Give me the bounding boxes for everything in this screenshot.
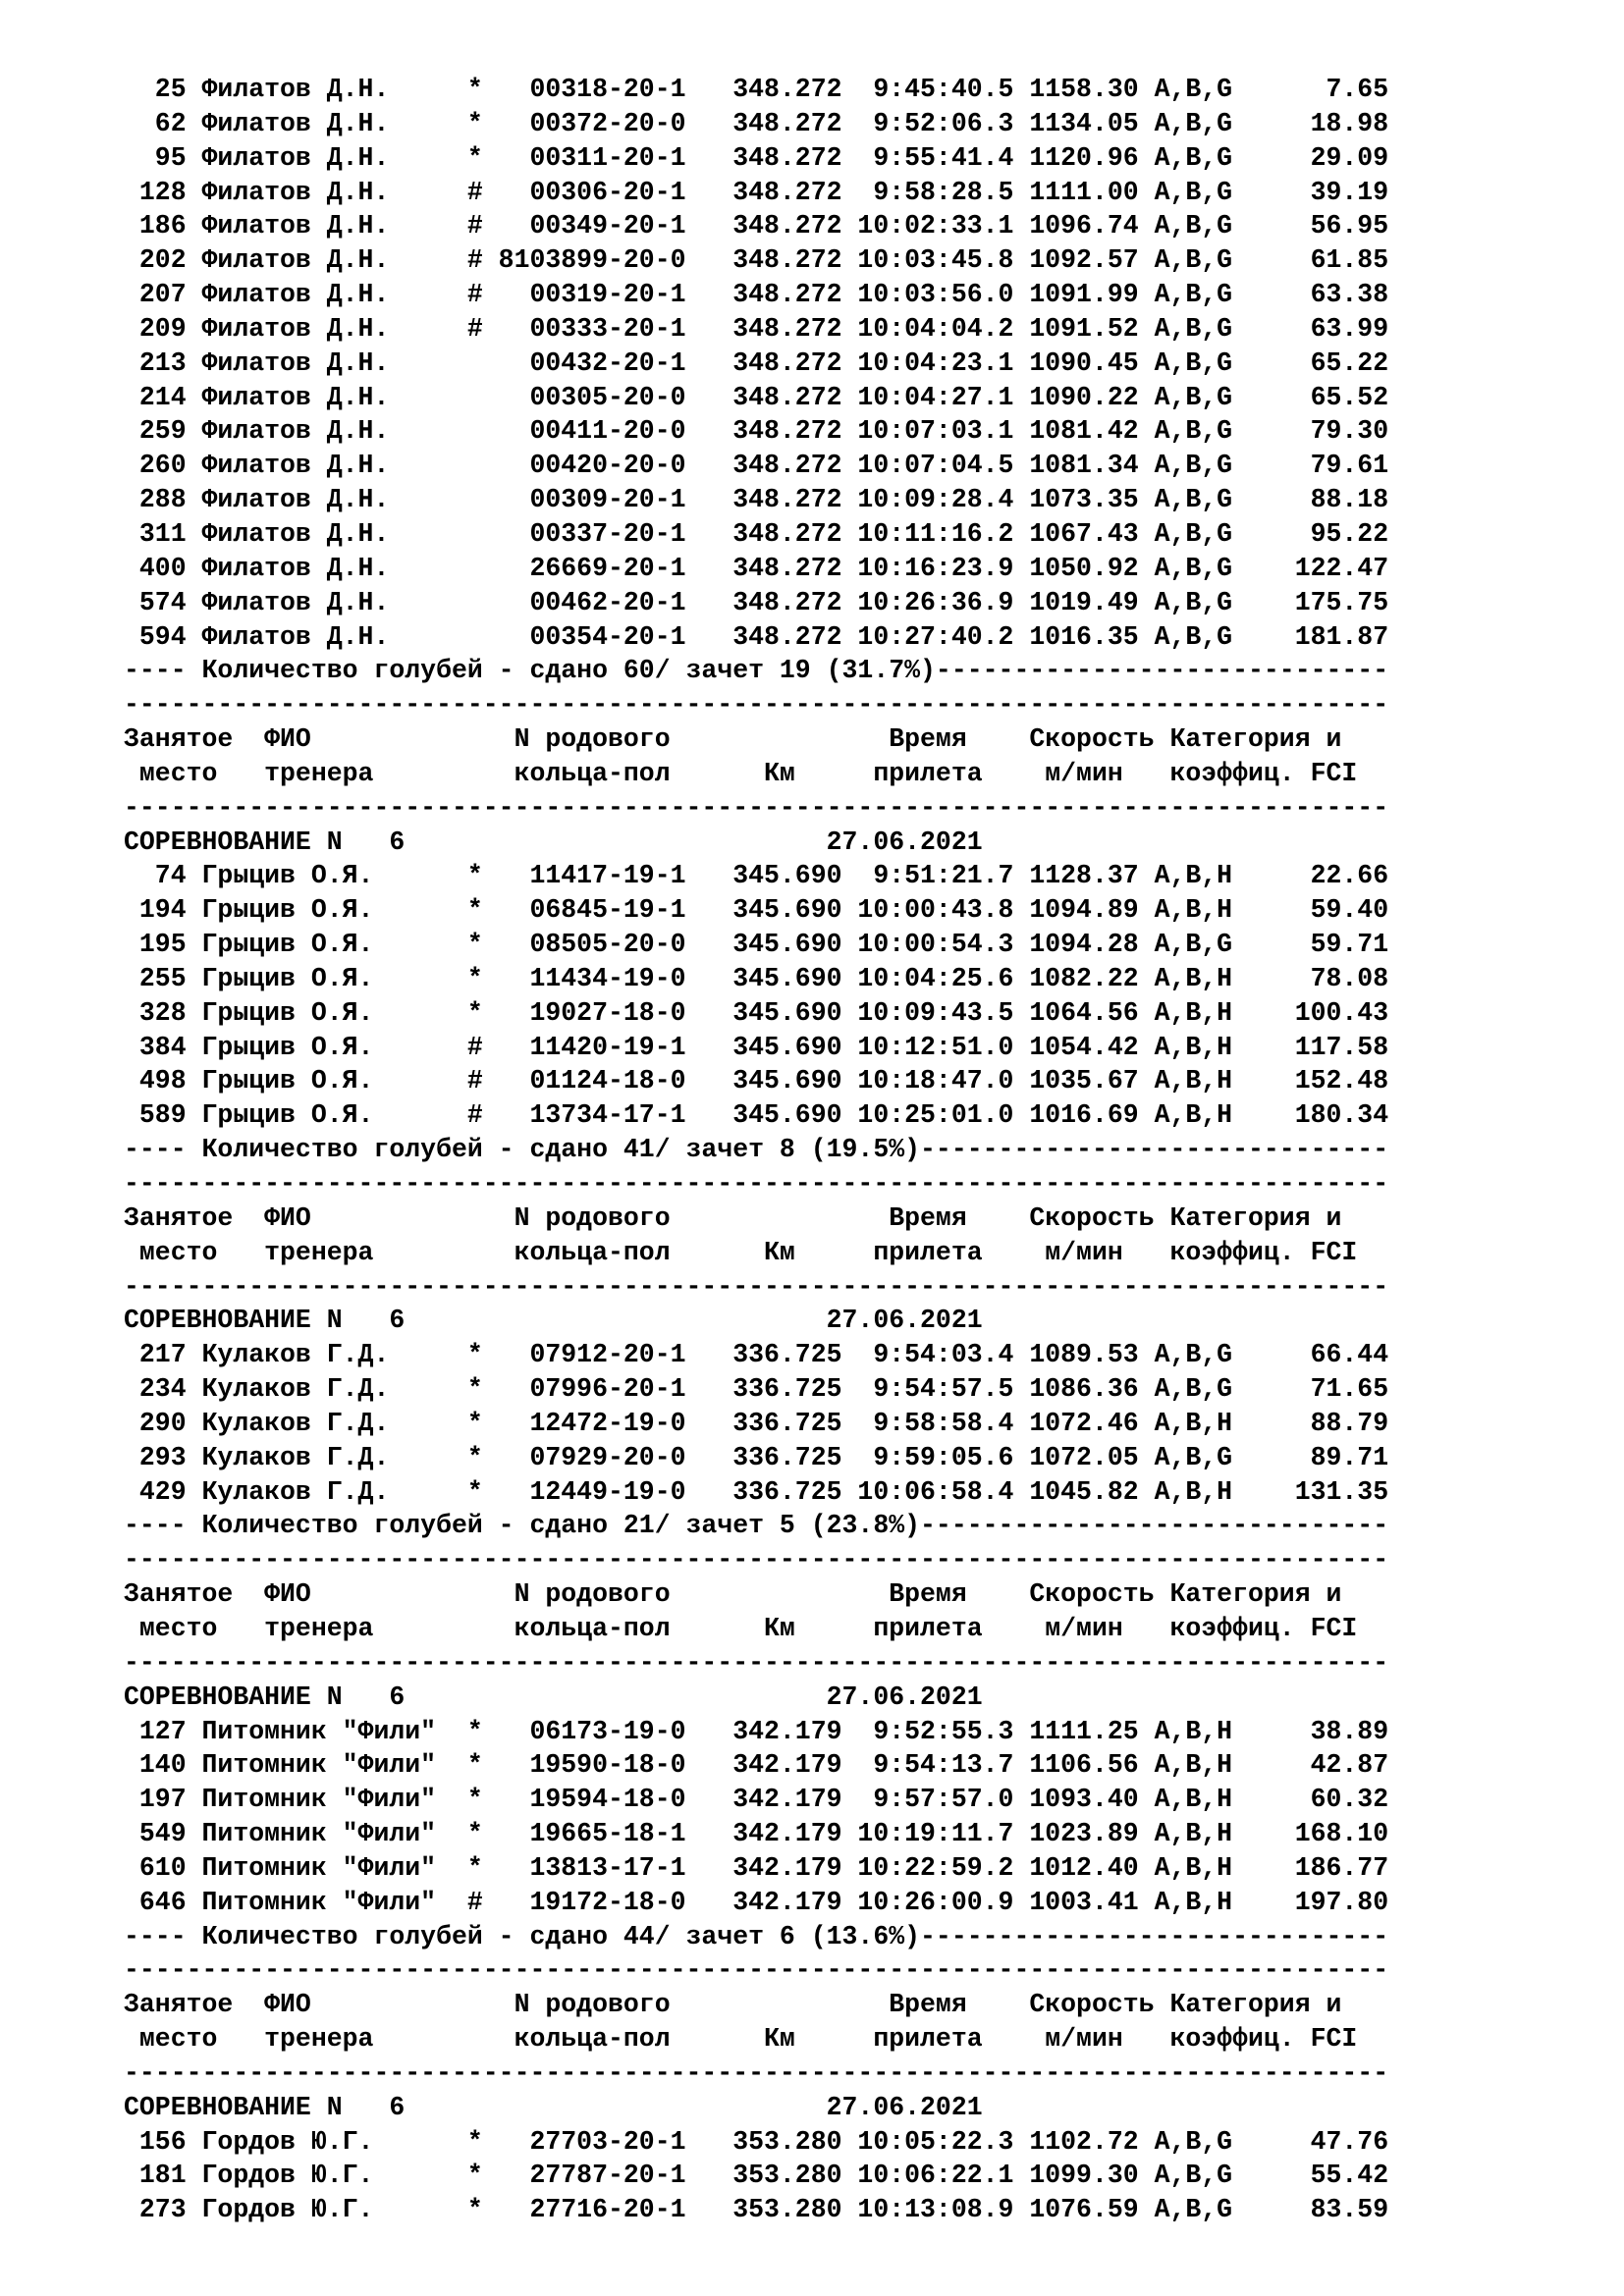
result-row: 255 Грыцив О.Я. * 11434-19-0 345.690 10:04:25.6 1082.22 A,B,H 78.08 (124, 963, 1389, 993)
separator-line: --------------------------------------------------------------------------------- (124, 1647, 1389, 1678)
result-row: 186 Филатов Д.Н. # 00349-20-1 348.272 10:02:33.1 1096.74 A,B,G 56.95 (124, 211, 1389, 241)
result-row: 234 Кулаков Г.Д. * 07996-20-1 336.725 9:54:57.5 1086.36 A,B,G 71.65 (124, 1374, 1389, 1405)
column-header-line-2: место тренера кольца-пол Км прилета м/мин коэффиц. FCI (124, 1237, 1358, 1267)
separator-line: --------------------------------------------------------------------------------- (124, 1169, 1389, 1199)
column-header-line-2: место тренера кольца-пол Км прилета м/мин коэффиц. FCI (124, 2024, 1358, 2055)
separator-line: --------------------------------------------------------------------------------- (124, 792, 1389, 823)
result-row: 259 Филатов Д.Н. 00411-20-0 348.272 10:07:03.1 1081.42 A,B,G 79.30 (124, 416, 1389, 447)
separator-line: --------------------------------------------------------------------------------- (124, 2057, 1389, 2088)
result-row: 128 Филатов Д.Н. # 00306-20-1 348.272 9:58:28.5 1111.00 A,B,G 39.19 (124, 177, 1389, 207)
separator-line: --------------------------------------------------------------------------------- (124, 1545, 1389, 1575)
competition-heading: СОРЕВНОВАНИЕ N 6 27.06.2021 (124, 2092, 983, 2122)
competition-heading: СОРЕВНОВАНИЕ N 6 27.06.2021 (124, 1306, 983, 1336)
result-row: 74 Грыцив О.Я. * 11417-19-1 345.690 9:51:21.7 1128.37 A,B,H 22.66 (124, 861, 1389, 891)
result-row: 202 Филатов Д.Н. # 8103899-20-0 348.272 10:03:45.8 1092.57 A,B,G 61.85 (124, 245, 1389, 276)
column-header-line-2: место тренера кольца-пол Км прилета м/мин коэффиц. FCI (124, 758, 1358, 788)
result-row: 429 Кулаков Г.Д. * 12449-19-0 336.725 10:06:58.4 1045.82 A,B,H 131.35 (124, 1476, 1389, 1507)
result-row: 574 Филатов Д.Н. 00462-20-1 348.272 10:26:36.9 1019.49 A,B,G 175.75 (124, 587, 1389, 617)
result-row: 293 Кулаков Г.Д. * 07929-20-0 336.725 9:59:05.6 1072.05 A,B,G 89.71 (124, 1442, 1389, 1472)
result-row: 62 Филатов Д.Н. * 00372-20-0 348.272 9:52:06.3 1134.05 A,B,G 18.98 (124, 108, 1389, 138)
result-row: 25 Филатов Д.Н. * 00318-20-1 348.272 9:45:40.5 1158.30 A,B,G 7.65 (124, 75, 1389, 104)
result-row: 260 Филатов Д.Н. 00420-20-0 348.272 10:07:04.5 1081.34 A,B,G 79.61 (124, 451, 1389, 481)
summary-line: ---- Количество голубей - сдано 60/ зачет 19 (31.7%)----------------------------- (124, 656, 1389, 686)
result-row: 127 Питомник "Фили" * 06173-19-0 342.179 9:52:55.3 1111.25 A,B,H 38.89 (124, 1716, 1389, 1746)
result-row: 273 Гордов Ю.Г. * 27716-20-1 353.280 10:13:08.9 1076.59 A,B,G 83.59 (124, 2195, 1389, 2225)
results-report (124, 73, 1388, 2227)
result-row: 498 Грыцив О.Я. # 01124-18-0 345.690 10:18:47.0 1035.67 A,B,H 152.48 (124, 1066, 1389, 1096)
summary-line: ---- Количество голубей - сдано 41/ зачет 8 (19.5%)------------------------------ (124, 1135, 1389, 1165)
column-header-line-1: Занятое ФИО N родового Время Скорость Категория и (124, 1579, 1342, 1610)
result-row: 195 Грыцив О.Я. * 08505-20-0 345.690 10:00:54.3 1094.28 A,B,G 59.71 (124, 930, 1389, 960)
competition-heading: СОРЕВНОВАНИЕ N 6 27.06.2021 (124, 1682, 983, 1712)
summary-line: ---- Количество голубей - сдано 44/ зачет 6 (13.6%)------------------------------ (124, 1921, 1389, 1951)
result-row: 589 Грыцив О.Я. # 13734-17-1 345.690 10:25:01.0 1016.69 A,B,H 180.34 (124, 1100, 1389, 1131)
result-row: 400 Филатов Д.Н. 26669-20-1 348.272 10:16:23.9 1050.92 A,B,G 122.47 (124, 553, 1389, 583)
result-row: 197 Питомник "Фили" * 19594-18-0 342.179 9:57:57.0 1093.40 A,B,H 60.32 (124, 1785, 1389, 1815)
column-header-line-2: место тренера кольца-пол Км прилета м/мин коэффиц. FCI (124, 1613, 1358, 1643)
result-row: 311 Филатов Д.Н. 00337-20-1 348.272 10:11:16.2 1067.43 A,B,G 95.22 (124, 518, 1389, 549)
result-row: 594 Филатов Д.Н. 00354-20-1 348.272 10:27:40.2 1016.35 A,B,G 181.87 (124, 621, 1389, 652)
separator-line: --------------------------------------------------------------------------------- (124, 1955, 1389, 1986)
competition-heading: СОРЕВНОВАНИЕ N 6 27.06.2021 (124, 827, 983, 857)
result-row: 217 Кулаков Г.Д. * 07912-20-1 336.725 9:54:03.4 1089.53 A,B,G 66.44 (124, 1340, 1389, 1370)
result-row: 290 Кулаков Г.Д. * 12472-19-0 336.725 9:58:58.4 1072.46 A,B,H 88.79 (124, 1408, 1389, 1438)
result-row: 646 Питомник "Фили" # 19172-18-0 342.179 10:26:00.9 1003.41 A,B,H 197.80 (124, 1887, 1389, 1917)
result-row: 95 Филатов Д.Н. * 00311-20-1 348.272 9:55:41.4 1120.96 A,B,G 29.09 (124, 142, 1389, 173)
result-row: 288 Филатов Д.Н. 00309-20-1 348.272 10:09:28.4 1073.35 A,B,G 88.18 (124, 485, 1389, 515)
column-header-line-1: Занятое ФИО N родового Время Скорость Категория и (124, 1202, 1342, 1233)
result-row: 156 Гордов Ю.Г. * 27703-20-1 353.280 10:05:22.3 1102.72 A,B,G 47.76 (124, 2126, 1389, 2157)
result-row: 194 Грыцив О.Я. * 06845-19-1 345.690 10:00:43.8 1094.89 A,B,H 59.40 (124, 895, 1389, 926)
summary-line: ---- Количество голубей - сдано 21/ зачет 5 (23.8%)------------------------------ (124, 1511, 1389, 1541)
result-row: 181 Гордов Ю.Г. * 27787-20-1 353.280 10:06:22.1 1099.30 A,B,G 55.42 (124, 2161, 1389, 2191)
result-row: 140 Питомник "Фили" * 19590-18-0 342.179 9:54:13.7 1106.56 A,B,H 42.87 (124, 1750, 1389, 1781)
result-row: 328 Грыцив О.Я. * 19027-18-0 345.690 10:09:43.5 1064.56 A,B,H 100.43 (124, 997, 1389, 1028)
result-row: 213 Филатов Д.Н. 00432-20-1 348.272 10:04:23.1 1090.45 A,B,G 65.22 (124, 347, 1389, 378)
result-row: 214 Филатов Д.Н. 00305-20-0 348.272 10:04:27.1 1090.22 A,B,G 65.52 (124, 382, 1389, 412)
column-header-line-1: Занятое ФИО N родового Время Скорость Категория и (124, 1990, 1342, 2020)
separator-line: --------------------------------------------------------------------------------- (124, 690, 1389, 721)
separator-line: --------------------------------------------------------------------------------- (124, 1271, 1389, 1302)
result-row: 209 Филатов Д.Н. # 00333-20-1 348.272 10:04:04.2 1091.52 A,B,G 63.99 (124, 313, 1389, 344)
result-row: 549 Питомник "Фили" * 19665-18-1 342.179 10:19:11.7 1023.89 A,B,H 168.10 (124, 1819, 1389, 1849)
result-row: 610 Питомник "Фили" * 13813-17-1 342.179 10:22:59.2 1012.40 A,B,H 186.77 (124, 1852, 1389, 1883)
column-header-line-1: Занятое ФИО N родового Время Скорость Категория и (124, 724, 1342, 755)
result-row: 384 Грыцив О.Я. # 11420-19-1 345.690 10:12:51.0 1054.42 A,B,H 117.58 (124, 1032, 1389, 1062)
result-row: 207 Филатов Д.Н. # 00319-20-1 348.272 10:03:56.0 1091.99 A,B,G 63.38 (124, 280, 1389, 310)
